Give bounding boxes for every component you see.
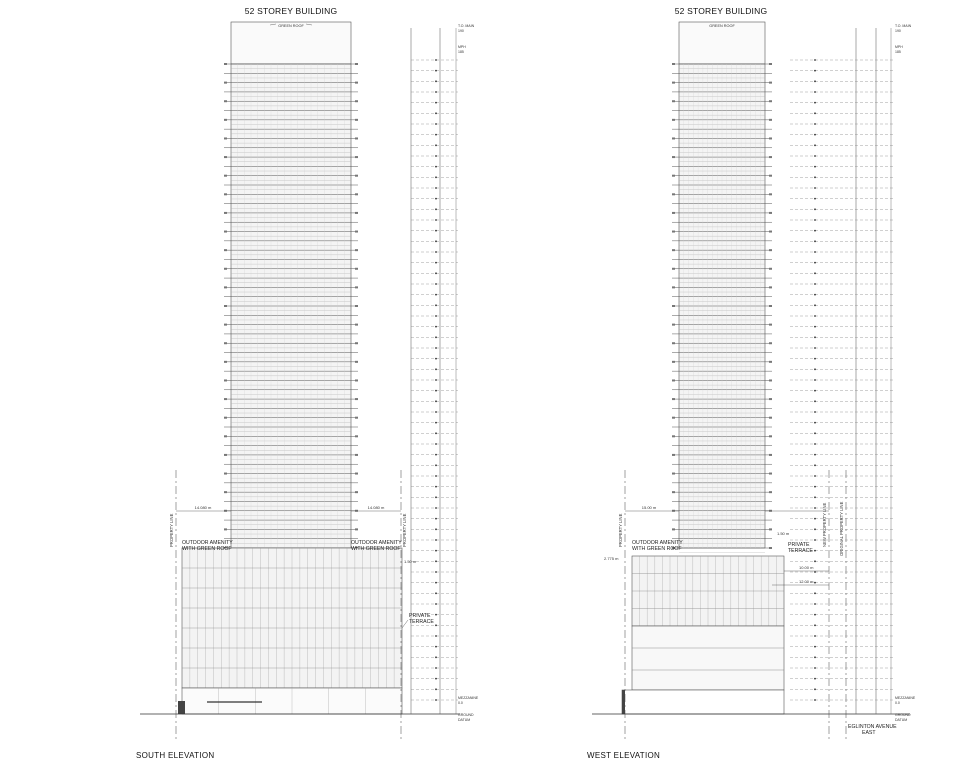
south-balcony-tip <box>224 361 227 363</box>
west-level-tick <box>814 358 816 360</box>
west-level-tick <box>814 144 816 146</box>
south-balcony-tip <box>224 398 227 400</box>
west-level-tick <box>814 603 816 605</box>
south-level-tick <box>435 454 437 456</box>
west-terrace-dim-1-label: 10.00 m <box>799 565 814 570</box>
south-level-tick <box>435 379 437 381</box>
west-level-tick <box>814 582 816 584</box>
west-level-tick <box>814 347 816 349</box>
south-amenity-right-line2: WITH GREEN ROOF <box>351 546 401 552</box>
west-level-tick <box>814 198 816 200</box>
south-level-tick <box>435 646 437 648</box>
west-level-tick <box>814 379 816 381</box>
west-balcony-tip <box>672 268 675 270</box>
west-ground-floor <box>622 690 784 714</box>
south-balcony-tip <box>224 510 227 512</box>
west-level-tick <box>814 390 816 392</box>
west-left-edge-dim: 2.775 m <box>604 556 619 561</box>
west-level-tick <box>814 507 816 509</box>
south-green-roof-label: GREEN ROOF <box>278 24 304 28</box>
south-balcony-tip <box>355 137 358 139</box>
west-level-tick <box>814 624 816 626</box>
west-elevation <box>587 6 916 760</box>
south-balcony-tip <box>355 212 358 214</box>
west-level-tick <box>814 432 816 434</box>
south-balcony-tip <box>224 156 227 158</box>
south-level-tick <box>435 400 437 402</box>
west-property-line-label-left: PROPERTY LINE <box>618 513 623 547</box>
south-balcony-tip <box>355 82 358 84</box>
west-green-roof-label: GREEN ROOF <box>709 24 735 28</box>
west-balcony-tip <box>672 137 675 139</box>
west-level-tick <box>814 635 816 637</box>
south-balcony-tip <box>355 528 358 530</box>
south-balcony-tip <box>224 528 227 530</box>
west-level-tick <box>814 368 816 370</box>
south-level-tick <box>435 347 437 349</box>
west-level-tick <box>814 411 816 413</box>
west-balcony-tip <box>672 342 675 344</box>
west-balcony-tip <box>769 249 772 251</box>
west-podium-facade-grid <box>632 556 784 626</box>
west-level-tick <box>814 646 816 648</box>
west-balcony-tip <box>769 417 772 419</box>
west-level-tick <box>814 486 816 488</box>
west-balcony-tip <box>672 435 675 437</box>
south-balcony-tip <box>224 324 227 326</box>
south-balcony-tip <box>355 379 358 381</box>
west-balcony-tip <box>769 156 772 158</box>
west-level-tick <box>814 518 816 520</box>
south-level-tick <box>435 539 437 541</box>
west-original-property-line-label: ORIGINAL PROPERTY LINE <box>839 501 844 556</box>
west-elevation-title: WEST ELEVATION <box>587 751 661 760</box>
west-level-tick <box>814 315 816 317</box>
west-level-tick <box>814 656 816 658</box>
south-mezz-level-elev: 0.0 <box>458 701 463 705</box>
south-setback-right-label: 14.080 m <box>367 505 385 510</box>
west-balcony-tip <box>769 119 772 121</box>
west-level-tick <box>814 678 816 680</box>
south-podium-dim-label: 1.50 m <box>404 559 417 564</box>
south-balcony-tip <box>224 249 227 251</box>
south-balcony-tip <box>355 231 358 233</box>
south-mph-level-name: MPH <box>458 45 466 49</box>
south-terrace-leader <box>402 620 408 628</box>
west-level-tick <box>814 699 816 701</box>
south-level-tick <box>435 198 437 200</box>
west-balcony-tip <box>769 379 772 381</box>
south-balcony-tip <box>224 63 227 65</box>
west-level-tick <box>814 134 816 136</box>
south-setback-left-label: 14.080 m <box>194 505 212 510</box>
south-balcony-tip <box>355 510 358 512</box>
south-level-tick <box>435 91 437 93</box>
west-balcony-tip <box>672 249 675 251</box>
west-level-tick <box>814 571 816 573</box>
south-level-tick <box>435 294 437 296</box>
west-balcony-tip <box>769 63 772 65</box>
west-terrace-line1: PRIVATE <box>788 542 810 548</box>
south-balcony-tip <box>224 100 227 102</box>
west-balcony-tip <box>769 231 772 233</box>
west-balcony-tip <box>672 305 675 307</box>
west-level-tick <box>814 614 816 616</box>
south-level-tick <box>435 283 437 285</box>
south-level-tick <box>435 528 437 530</box>
south-level-tick <box>435 155 437 157</box>
west-balcony-tip <box>769 193 772 195</box>
south-property-line-label-left: PROPERTY LINE <box>169 513 174 547</box>
south-top-level-elev: 190 <box>458 29 464 33</box>
west-balcony-tip <box>769 82 772 84</box>
south-level-tick <box>435 315 437 317</box>
west-level-tick <box>814 475 816 477</box>
west-mph-level-elev: 185 <box>895 50 901 54</box>
west-level-tick <box>814 560 816 562</box>
south-balcony-tip <box>355 63 358 65</box>
south-level-tick <box>435 358 437 360</box>
west-balcony-tip <box>672 119 675 121</box>
west-level-tick <box>814 112 816 114</box>
south-level-tick <box>435 582 437 584</box>
south-level-tick <box>435 144 437 146</box>
west-grade-level-elev: DATUM <box>895 718 908 722</box>
west-balcony-tip <box>769 547 772 549</box>
west-mezz-level-name: MEZZANINE <box>895 696 916 700</box>
south-mph-level-elev: 185 <box>458 50 464 54</box>
south-balcony-tip <box>224 175 227 177</box>
west-balcony-tip <box>672 398 675 400</box>
south-level-tick <box>435 80 437 82</box>
south-balcony-tip <box>355 398 358 400</box>
south-level-tick <box>435 240 437 242</box>
south-balcony-tip <box>355 435 358 437</box>
south-level-tick <box>435 507 437 509</box>
west-balcony-tip <box>769 212 772 214</box>
south-level-tick <box>435 411 437 413</box>
west-level-tick <box>814 230 816 232</box>
south-balcony-tip <box>355 491 358 493</box>
west-top-level-elev: 190 <box>895 29 901 33</box>
west-balcony-tip <box>672 231 675 233</box>
south-level-tick <box>435 230 437 232</box>
west-balcony-tip <box>769 473 772 475</box>
south-balcony-tip <box>224 286 227 288</box>
south-balcony-tip <box>355 100 358 102</box>
west-amenity-left-line1: OUTDOOR AMENITY <box>632 540 683 546</box>
west-level-tick <box>814 251 816 253</box>
south-amenity-left-line1: OUTDOOR AMENITY <box>182 540 233 546</box>
south-level-tick <box>435 304 437 306</box>
west-balcony-tip <box>769 268 772 270</box>
west-top-level-name: T.O. MAIN <box>895 24 912 28</box>
west-balcony-tip <box>769 137 772 139</box>
west-balcony-tip <box>672 175 675 177</box>
west-lower-block <box>632 626 784 690</box>
west-terrace-dim-2-label: 12.00 m <box>799 579 814 584</box>
south-balcony-tip <box>355 175 358 177</box>
south-balcony-tip <box>355 156 358 158</box>
south-balcony-tip <box>355 454 358 456</box>
south-level-markers <box>411 59 458 701</box>
south-level-tick <box>435 59 437 61</box>
south-tower-title: 52 STOREY BUILDING <box>244 6 338 16</box>
south-level-tick <box>435 667 437 669</box>
west-grade-level-name: GROUND <box>895 713 911 717</box>
west-balcony-tip <box>769 286 772 288</box>
south-level-tick <box>435 603 437 605</box>
west-balcony-tip <box>769 324 772 326</box>
west-level-tick <box>814 496 816 498</box>
west-balcony-tip <box>769 454 772 456</box>
south-level-tick <box>435 678 437 680</box>
west-level-tick <box>814 70 816 72</box>
west-level-tick <box>814 272 816 274</box>
west-balcony-tip <box>672 212 675 214</box>
west-balcony-tip <box>769 528 772 530</box>
south-level-tick <box>435 496 437 498</box>
west-amenity-left-line2: WITH GREEN ROOF <box>632 546 682 552</box>
west-balcony-tip <box>769 491 772 493</box>
south-level-tick <box>435 176 437 178</box>
south-grade-level-elev: DATUM <box>458 718 471 722</box>
west-balcony-tip <box>672 156 675 158</box>
south-level-tick <box>435 475 437 477</box>
south-grade-level-name: GROUND <box>458 713 474 717</box>
south-level-tick <box>435 208 437 210</box>
south-level-tick <box>435 187 437 189</box>
west-level-tick <box>814 688 816 690</box>
west-setback-left-label: 15.00 m <box>641 505 657 510</box>
south-property-line-label-right: PROPERTY LINE <box>402 513 407 547</box>
south-balcony-tip <box>355 324 358 326</box>
west-balcony-tip <box>672 100 675 102</box>
south-terrace-line1: PRIVATE <box>409 613 431 619</box>
south-level-tick <box>435 219 437 221</box>
south-balcony-tip <box>355 417 358 419</box>
west-podium-dim-label: 1.50 m <box>777 531 790 536</box>
south-balcony-tip <box>224 342 227 344</box>
south-level-tick <box>435 251 437 253</box>
west-level-markers <box>790 59 895 701</box>
west-balcony-tip <box>672 361 675 363</box>
south-level-tick <box>435 166 437 168</box>
south-level-tick <box>435 614 437 616</box>
west-balcony-tip <box>769 175 772 177</box>
west-level-tick <box>814 262 816 264</box>
south-level-tick <box>435 518 437 520</box>
south-balcony-tip <box>224 212 227 214</box>
west-tower-title: 52 STOREY BUILDING <box>674 6 768 16</box>
west-balcony-tip <box>672 63 675 65</box>
west-balcony-tip <box>769 361 772 363</box>
south-level-tick <box>435 336 437 338</box>
south-balcony-tip <box>224 454 227 456</box>
south-balcony-tip <box>224 379 227 381</box>
south-amenity-left-line2: WITH GREEN ROOF <box>182 546 232 552</box>
south-balcony-tip <box>355 286 358 288</box>
south-balcony-tip <box>224 231 227 233</box>
west-level-tick <box>814 400 816 402</box>
south-level-tick <box>435 432 437 434</box>
south-balcony-tip <box>224 491 227 493</box>
south-balcony-tip <box>355 342 358 344</box>
west-balcony-tip <box>672 528 675 530</box>
south-mezz-level-name: MEZZANINE <box>458 696 479 700</box>
south-level-tick <box>435 123 437 125</box>
west-mph-level-name: MPH <box>895 45 903 49</box>
west-level-tick <box>814 539 816 541</box>
west-level-tick <box>814 283 816 285</box>
west-balcony-tip <box>769 305 772 307</box>
west-level-tick <box>814 667 816 669</box>
south-level-tick <box>435 272 437 274</box>
west-level-tick <box>814 294 816 296</box>
south-level-tick <box>435 560 437 562</box>
west-level-tick <box>814 91 816 93</box>
south-level-tick <box>435 134 437 136</box>
west-level-tick <box>814 336 816 338</box>
south-level-tick <box>435 656 437 658</box>
west-dark-corner-block <box>622 690 625 714</box>
south-level-tick <box>435 326 437 328</box>
west-level-tick <box>814 454 816 456</box>
west-mechanical-penthouse <box>679 22 765 64</box>
south-balcony-tip <box>224 82 227 84</box>
west-balcony-tip <box>769 100 772 102</box>
west-balcony-tip <box>672 82 675 84</box>
south-level-tick <box>435 635 437 637</box>
west-level-tick <box>814 240 816 242</box>
west-level-tick <box>814 304 816 306</box>
west-level-tick <box>814 550 816 552</box>
south-level-tick <box>435 464 437 466</box>
south-balcony-tip <box>224 473 227 475</box>
south-level-tick <box>435 624 437 626</box>
west-level-tick <box>814 59 816 61</box>
west-level-tick <box>814 528 816 530</box>
west-level-tick <box>814 80 816 82</box>
west-balcony-tip <box>672 510 675 512</box>
west-balcony-tip <box>672 286 675 288</box>
south-dark-corner-block <box>178 701 185 714</box>
west-level-tick <box>814 166 816 168</box>
west-new-property-line-label: NEW PROPERTY LINE <box>822 502 827 547</box>
south-level-tick <box>435 390 437 392</box>
south-level-tick <box>435 102 437 104</box>
south-balcony-tip <box>224 435 227 437</box>
west-level-tick <box>814 443 816 445</box>
west-level-tick <box>814 208 816 210</box>
west-balcony-tip <box>672 193 675 195</box>
south-balcony-tip <box>355 305 358 307</box>
south-elevation-title: SOUTH ELEVATION <box>136 751 215 760</box>
south-level-tick <box>435 571 437 573</box>
west-level-tick <box>814 592 816 594</box>
south-balcony-tip <box>355 268 358 270</box>
west-level-tick <box>814 464 816 466</box>
south-level-tick <box>435 592 437 594</box>
south-level-tick <box>435 112 437 114</box>
south-mechanical-penthouse <box>231 22 351 64</box>
south-balcony-tip <box>224 305 227 307</box>
south-balcony-tip <box>224 417 227 419</box>
west-balcony-tip <box>672 324 675 326</box>
south-top-level-name: T.O. MAIN <box>458 24 475 28</box>
west-level-tick <box>814 102 816 104</box>
west-balcony-tip <box>672 491 675 493</box>
west-balcony-tip <box>769 510 772 512</box>
south-level-tick <box>435 368 437 370</box>
south-balcony-tip <box>224 137 227 139</box>
south-balcony-tip <box>224 268 227 270</box>
south-level-tick <box>435 550 437 552</box>
south-balcony-tip <box>355 193 358 195</box>
west-street-label-line2: EAST <box>862 730 876 736</box>
west-balcony-tip <box>672 454 675 456</box>
west-balcony-tip <box>769 435 772 437</box>
south-balcony-tip <box>224 193 227 195</box>
south-level-tick <box>435 262 437 264</box>
south-level-tick <box>435 699 437 701</box>
west-level-tick <box>814 422 816 424</box>
west-level-tick <box>814 326 816 328</box>
west-mezz-level-elev: 0.0 <box>895 701 900 705</box>
south-level-tick <box>435 422 437 424</box>
south-terrace-line2: TERRACE <box>409 619 434 625</box>
west-level-tick <box>814 176 816 178</box>
west-level-tick <box>814 123 816 125</box>
south-balcony-tip <box>355 119 358 121</box>
west-level-tick <box>814 219 816 221</box>
west-balcony-tip <box>769 342 772 344</box>
south-balcony-tip <box>355 473 358 475</box>
west-level-tick <box>814 155 816 157</box>
south-amenity-right-line1: OUTDOOR AMENITY <box>351 540 402 546</box>
south-balcony-tip <box>224 119 227 121</box>
south-balcony-tip <box>355 249 358 251</box>
west-balcony-tip <box>672 417 675 419</box>
west-terrace-line2: TERRACE <box>788 548 813 554</box>
west-level-tick <box>814 187 816 189</box>
south-level-tick <box>435 70 437 72</box>
south-balcony-tip <box>355 361 358 363</box>
west-balcony-tip <box>672 379 675 381</box>
south-level-tick <box>435 688 437 690</box>
south-level-tick <box>435 486 437 488</box>
west-balcony-tip <box>769 398 772 400</box>
west-street-label-line1: EGLINTON AVENUE <box>848 724 897 730</box>
west-balcony-tip <box>672 473 675 475</box>
south-elevation <box>136 6 479 760</box>
south-level-tick <box>435 443 437 445</box>
